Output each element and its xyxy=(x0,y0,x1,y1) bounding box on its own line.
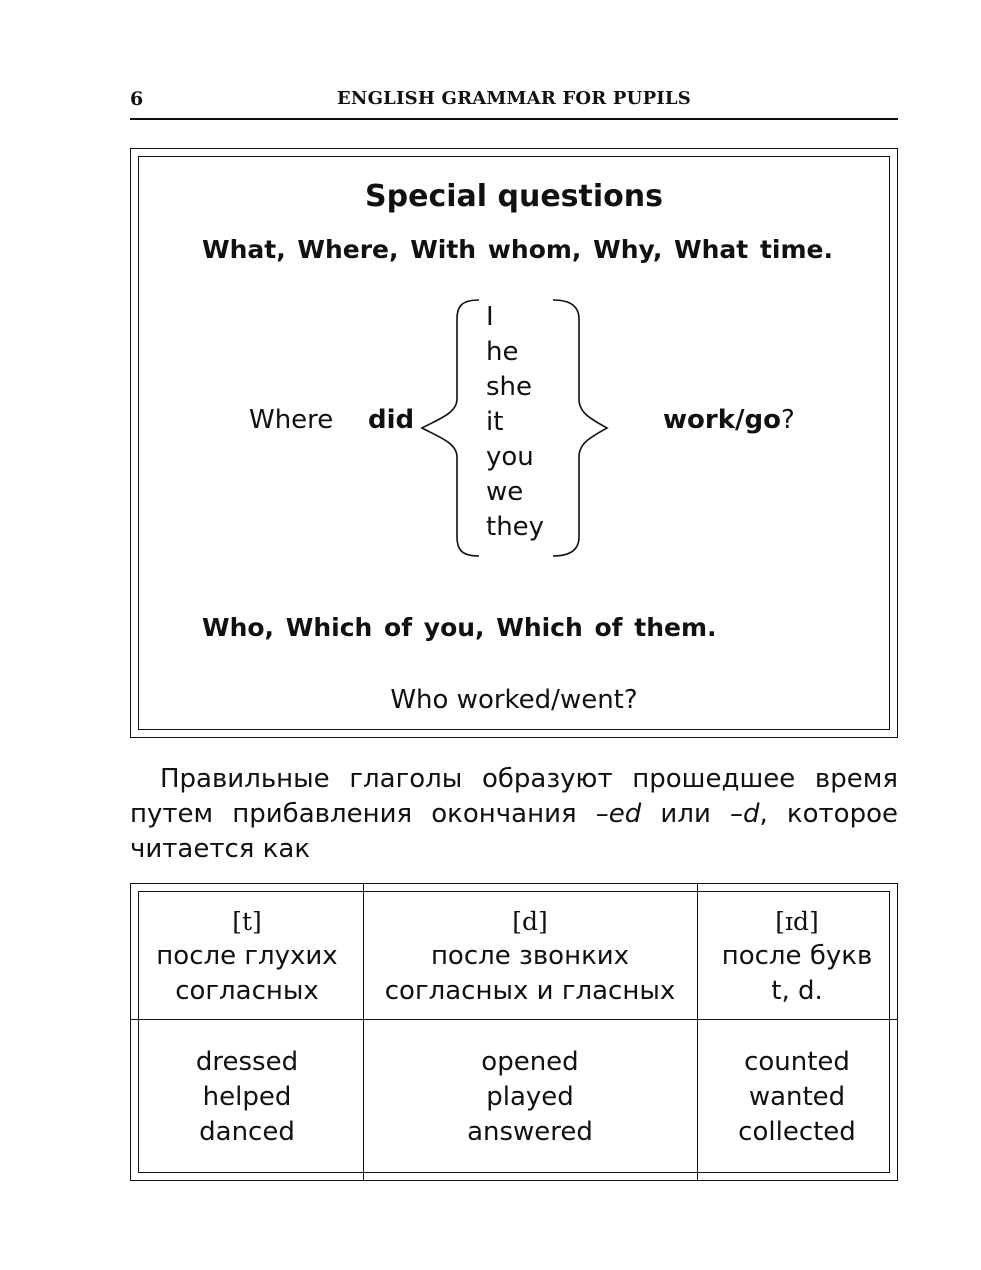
question-mark: ? xyxy=(780,405,795,435)
ending-d: –d xyxy=(729,799,760,829)
special-questions-inner-frame xyxy=(138,156,890,730)
example-word: helped xyxy=(202,1082,292,1112)
example-question-word: Where xyxy=(249,405,334,435)
example-word: answered xyxy=(467,1117,593,1147)
paragraph-text-3: , которое читается как xyxy=(130,799,898,864)
special-questions-box xyxy=(130,148,898,738)
example-word: collected xyxy=(738,1117,856,1147)
page-number: 6 xyxy=(130,88,144,110)
pronoun-item: he xyxy=(486,337,519,367)
example-word: wanted xyxy=(748,1082,846,1112)
example-verb xyxy=(663,405,795,435)
table-header-cell xyxy=(697,904,897,1009)
pronoun-item: we xyxy=(486,477,524,507)
ipa-symbol: [t] xyxy=(232,907,262,936)
example-word: danced xyxy=(199,1117,295,1147)
ending-ed: –ed xyxy=(595,799,642,829)
rule-line: после звонких xyxy=(430,941,630,971)
paragraph-text-1: Правильные глаголы образуют прошедшее время путем прибавления окончания xyxy=(130,764,898,829)
pronoun-item: you xyxy=(486,442,534,472)
pronoun-list xyxy=(486,300,544,545)
section-title: Special questions xyxy=(365,179,663,214)
question-words-line-1: What, Where, With whom, Why, What time. xyxy=(202,235,833,264)
pronoun-item: I xyxy=(486,302,494,332)
example-auxiliary: did xyxy=(368,405,415,435)
rule-paragraph xyxy=(130,762,898,867)
table-header-cell xyxy=(131,904,363,1009)
pronoun-item: they xyxy=(486,512,545,542)
table-example-cell xyxy=(363,1045,697,1150)
example-word: dressed xyxy=(195,1047,299,1077)
table-example-cell xyxy=(697,1045,897,1150)
rule-line: после букв xyxy=(721,941,873,971)
example-word: played xyxy=(486,1082,574,1112)
example-sentence-2: Who worked/went? xyxy=(390,685,638,715)
left-brace xyxy=(422,300,479,556)
rule-line: согласных xyxy=(175,976,319,1006)
row-divider xyxy=(131,1019,897,1020)
ipa-symbol: [d] xyxy=(512,907,548,936)
book-title: ENGLISH GRAMMAR FOR PUPILS xyxy=(337,88,691,109)
table-example-cell xyxy=(131,1045,363,1150)
rule-line: t, d. xyxy=(771,976,823,1006)
paragraph-text-2: или xyxy=(641,799,730,829)
example-word: counted xyxy=(744,1047,850,1077)
pronoun-item: it xyxy=(486,407,504,437)
table-header-cell xyxy=(363,904,697,1009)
running-header xyxy=(130,86,898,120)
rule-line: после глухих xyxy=(156,941,338,971)
rule-line: согласных и гласных xyxy=(384,976,676,1006)
example-word: opened xyxy=(481,1047,579,1077)
ipa-symbol: [ɪd] xyxy=(775,907,819,936)
pronoun-item: she xyxy=(486,372,533,402)
pronunciation-table xyxy=(130,883,898,1181)
question-words-line-2: Who, Which of you, Which of them. xyxy=(202,613,717,642)
example-verb-text: work/go xyxy=(663,405,781,435)
right-brace xyxy=(553,300,607,556)
